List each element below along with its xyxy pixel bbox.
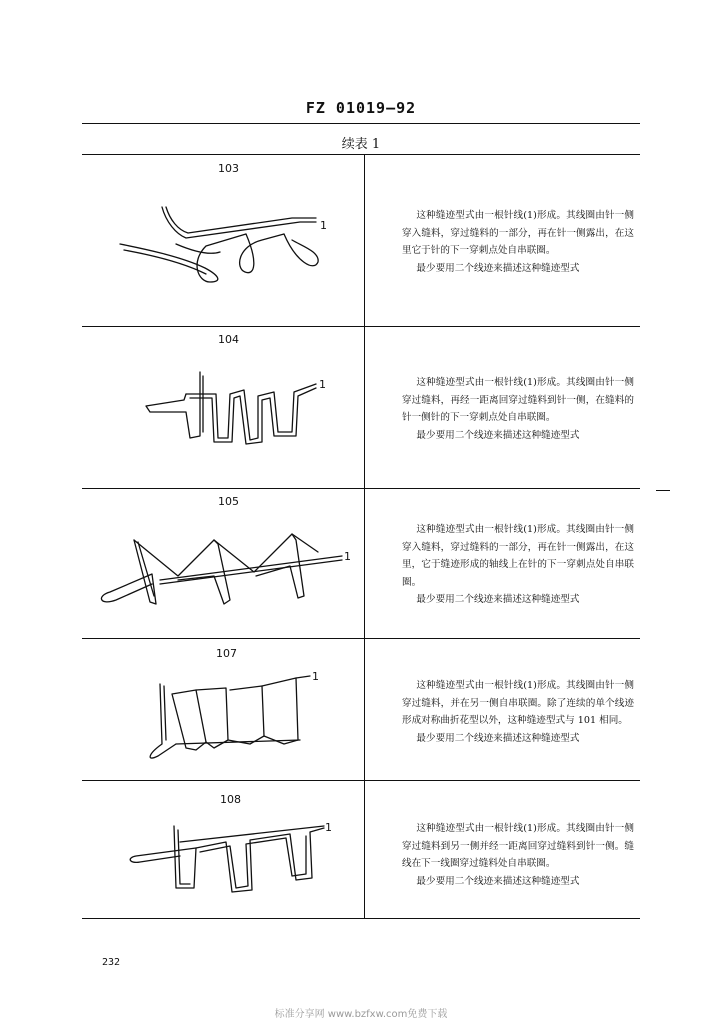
description-note: 最少要用二个线迹来描述这种缝迹型式: [416, 429, 580, 441]
standard-code-header: FZ 01019—92: [305, 99, 417, 117]
row-divider: [82, 326, 640, 327]
description-note: 最少要用二个线迹来描述这种缝迹型式: [416, 262, 580, 274]
stitch-description: [402, 374, 634, 444]
header-rule: [82, 123, 640, 124]
description-note: 最少要用二个线迹来描述这种缝迹型式: [416, 875, 580, 887]
thread-label: 1: [320, 219, 327, 232]
thread-label: 1: [344, 550, 351, 563]
stitch-number: 104: [218, 333, 239, 346]
description-text: 这种缝迹型式由一根针线(1)形成。其线圈由针一侧穿过缝料，并在另一侧自串联圈。除了连续的单个线迹形成对称曲折花型以外，这种缝迹型式与 101 相同。: [402, 680, 634, 726]
stitch-description: [402, 207, 634, 277]
description-text: 这种缝迹型式由一根针线(1)形成。其线圈由针一侧穿过缝料到另一侧并经一距离回穿过缝料到针一侧。缝线在下一线圈穿过缝料处自串联圈。: [402, 823, 634, 869]
description-note: 最少要用二个线迹来描述这种缝迹型式: [416, 732, 580, 744]
footer-watermark: 标准分享网 www.bzfxw.com免费下载: [274, 1009, 448, 1020]
description-text: 这种缝迹型式由一根针线(1)形成。其线圈由针一侧穿过缝料，再经一距离回穿过缝料到针一侧，在缝料的针一侧针的下一穿刺点处自串联圈。: [402, 377, 634, 423]
stitch-number: 108: [220, 793, 241, 806]
thread-label: 1: [325, 821, 332, 834]
description-text: 这种缝迹型式由一根针线(1)形成。其线圈由针一侧穿入缝料，穿过缝料的一部分，再在针一侧露出，在这里它于针的下一穿刺点处自串联圈。: [402, 210, 634, 256]
table-bottom-rule: [82, 918, 640, 919]
continuation-label: 续表 1: [341, 137, 381, 152]
description-note: 最少要用二个线迹来描述这种缝迹型式: [416, 594, 580, 605]
table-top-rule: [82, 154, 640, 155]
stitch-number: 107: [216, 647, 237, 660]
thread-label: 1: [312, 670, 319, 683]
margin-mark: [656, 490, 670, 491]
stitch-number: 103: [218, 162, 239, 175]
description-text: 这种缝迹型式由一根针线(1)形成。其线圈由针一侧穿入缝料，穿过缝料的一部分，再在针一侧露出，在这里，它于缝迹形成的轴线上在针的下一穿刺点处自串联圈。: [402, 524, 634, 588]
stitch-description: [402, 677, 634, 747]
stitch-description: [402, 820, 634, 890]
row-divider: [82, 488, 640, 489]
stitch-description: [402, 521, 634, 609]
row-divider: [82, 638, 640, 639]
thread-label: 1: [319, 378, 326, 391]
table-column-divider: [364, 155, 365, 918]
page-number: 232: [102, 957, 121, 968]
row-divider: [82, 780, 640, 781]
stitch-number: 105: [218, 495, 239, 508]
